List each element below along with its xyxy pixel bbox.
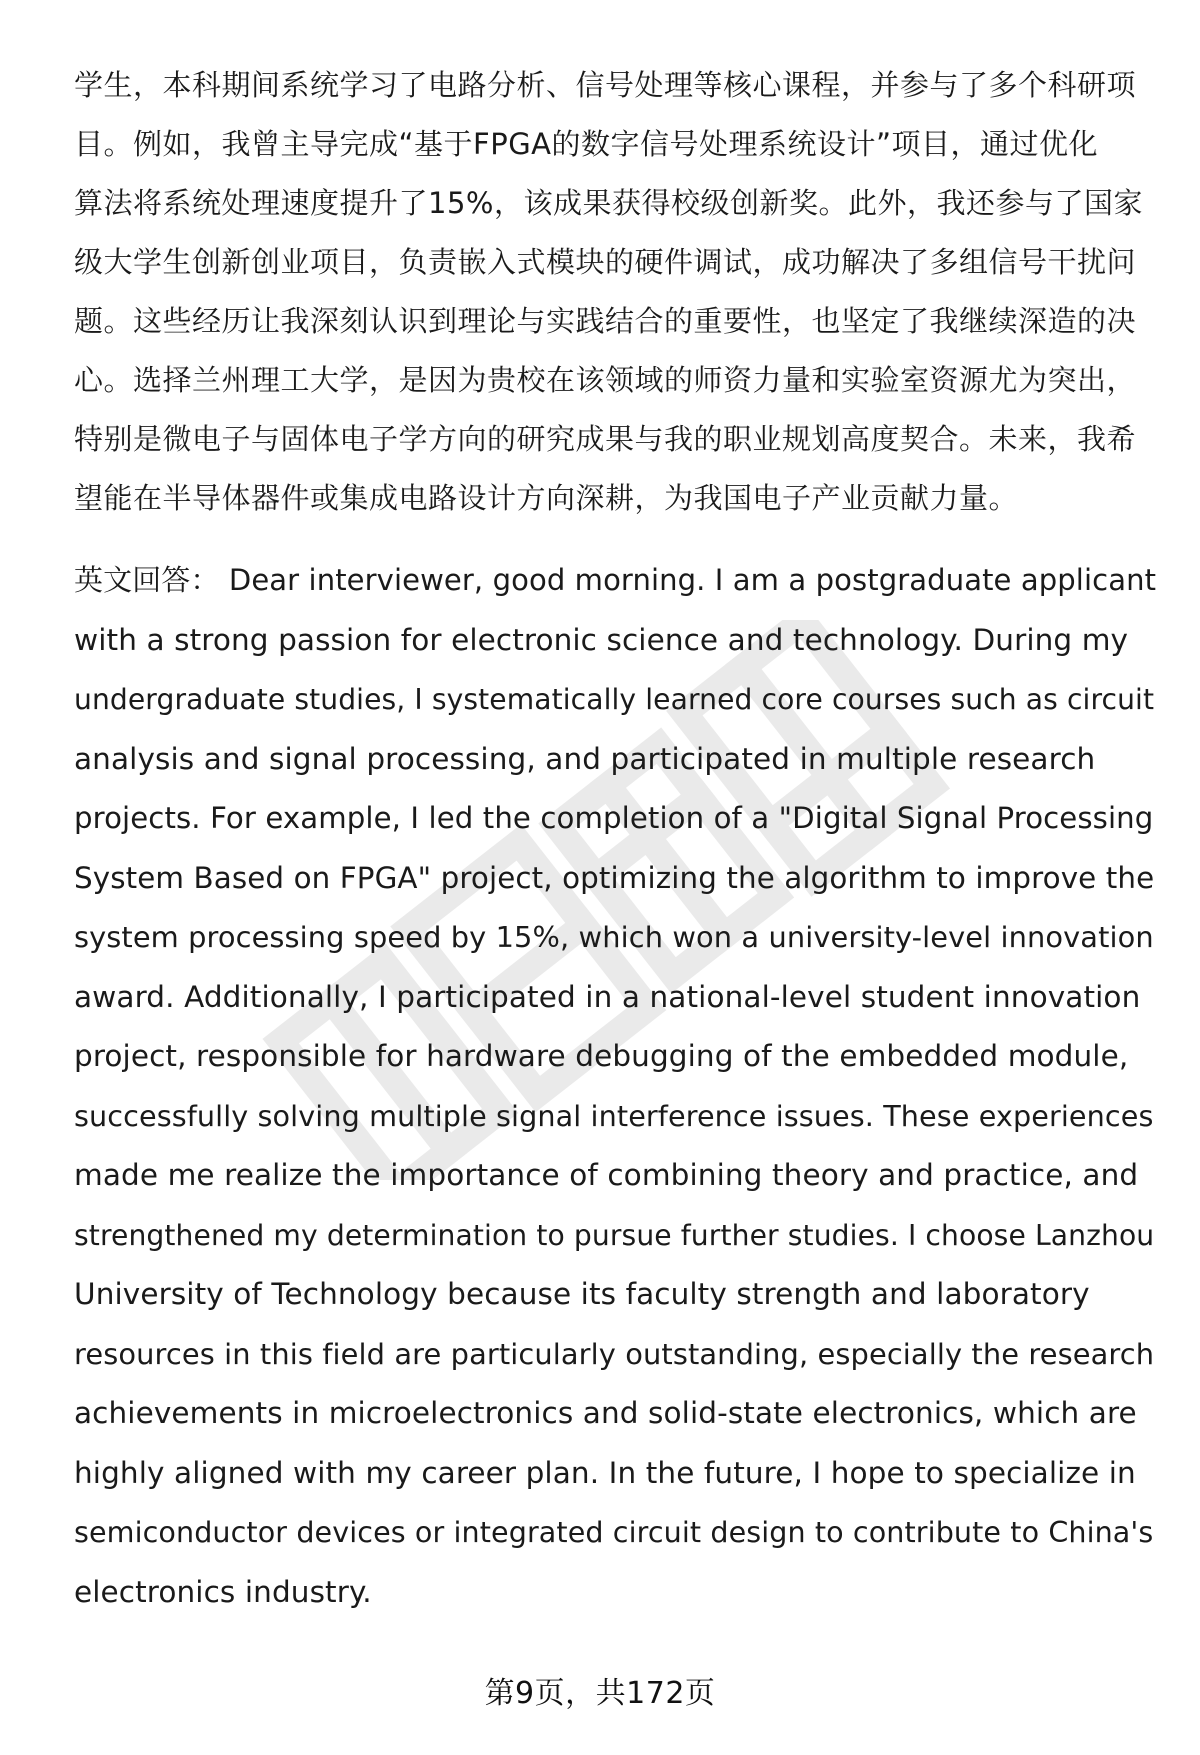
text-line: 级大学生创新创业项目，负责嵌入式模块的硬件调试，成功解决了多组信号干扰问 [74,245,1137,279]
text-line: 心。选择兰州理工大学，是因为贵校在该领域的师资力量和实验室资源尤为突出， [74,363,1137,397]
text-line: 学生，本科期间系统学习了电路分析、信号处理等核心课程，并参与了多个科研项 [74,68,1137,102]
text-line: with a strong passion for electronic science and technology. During my [74,622,1129,657]
text-line: award. Additionally, I participated in a national-level student innovation [74,979,1141,1014]
text-line: achievements in microelectronics and solid-state electronics, which are [74,1396,1137,1430]
text-line: 题。这些经历让我深刻认识到理论与实践结合的重要性，也坚定了我继续深造的决 [74,304,1137,338]
text-line: 望能在半导体器件或集成电路设计方向深耕，为我国电子产业贡献力量。 [74,481,1019,515]
text-line: 特别是微电子与固体电子学方向的研究成果与我的职业规划高度契合。未来，我希 [74,422,1137,456]
text-line: 算法将系统处理速度提升了15%，该成果获得校级创新奖。此外，我还参与了国家 [74,186,1143,220]
text-line: undergraduate studies, I systematically learned core courses such as circuit [74,683,1155,716]
chinese-answer-paragraph [74,56,1154,528]
page-number-footer: 第9页，共172页 [484,1676,716,1711]
text-line: electronics industry. [74,1574,372,1609]
text-line: resources in this field are particularly outstanding, especially the research [74,1336,1155,1371]
text-line: successfully solving multiple signal interference issues. These experiences [74,1098,1154,1133]
text-line: made me realize the importance of combining theory and practice, and [74,1158,1139,1192]
english-answer-label: 英文回答： [74,563,220,597]
text-line: projects. For example, I led the completion of a "Digital Signal Processing [74,801,1154,835]
text-line: Dear interviewer, good morning. I am a postgraduate applicant [228,563,1157,597]
text-line: strengthened my determination to pursue further studies. I choose Lanzhou [74,1218,1155,1252]
text-line: highly aligned with my career plan. In the future, I hope to specialize in [74,1455,1136,1490]
text-line: system processing speed by 15%, which won a university-level innovation [74,920,1154,954]
english-answer-paragraph [74,551,1157,1622]
main-content [74,56,1157,1622]
text-line: analysis and signal processing, and participated in multiple research [74,741,1096,776]
text-line: project, responsible for hardware debugging of the embedded module, [74,1039,1129,1073]
text-line: System Based on FPGA" project, optimizing the algorithm to improve the [74,860,1155,895]
text-line-with-label [74,551,1157,611]
text-line: 目。例如，我曾主导完成“基于FPGA的数字信号处理系统设计”项目，通过优化 [74,127,1099,161]
text-line: University of Technology because its faculty strength and laboratory [74,1277,1090,1311]
text-line: semiconductor devices or integrated circuit design to contribute to China's [74,1515,1154,1549]
